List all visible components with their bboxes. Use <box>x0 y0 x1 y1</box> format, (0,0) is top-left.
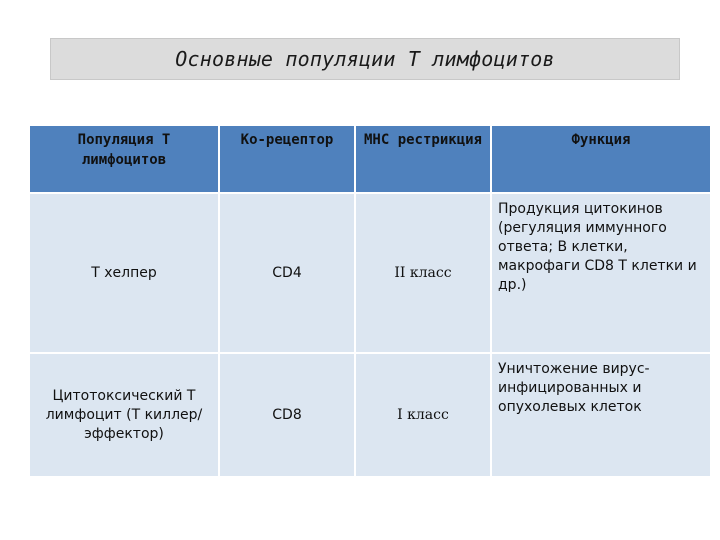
page-title: Основные популяции Т лимфоцитов <box>175 47 555 71</box>
cell-population: Т хелпер <box>30 194 218 352</box>
header-mhc: MHC рестрикция <box>356 126 490 192</box>
table-row <box>30 354 710 476</box>
table-row <box>30 194 710 352</box>
cell-coreceptor: CD4 <box>220 194 354 352</box>
cell-mhc: I класс <box>356 354 490 476</box>
header-coreceptor: Ко-рецептор <box>220 126 354 192</box>
cell-mhc: II класс <box>356 194 490 352</box>
populations-table <box>28 124 712 478</box>
cell-coreceptor: CD8 <box>220 354 354 476</box>
header-function: Функция <box>492 126 710 192</box>
header-population: Популяция Т лимфоцитов <box>30 126 218 192</box>
table-header-row <box>30 126 710 192</box>
cell-population: Цитотоксический Т лимфоцит (Т киллер/эффектор) <box>30 354 218 476</box>
cell-function: Уничтожение вирус-инфицированных и опухолевых клеток <box>492 354 710 476</box>
title-bar <box>50 38 680 80</box>
cell-function: Продукция цитокинов (регуляция иммунного ответа; В клетки, макрофаги CD8 Т клетки и др.) <box>492 194 710 352</box>
